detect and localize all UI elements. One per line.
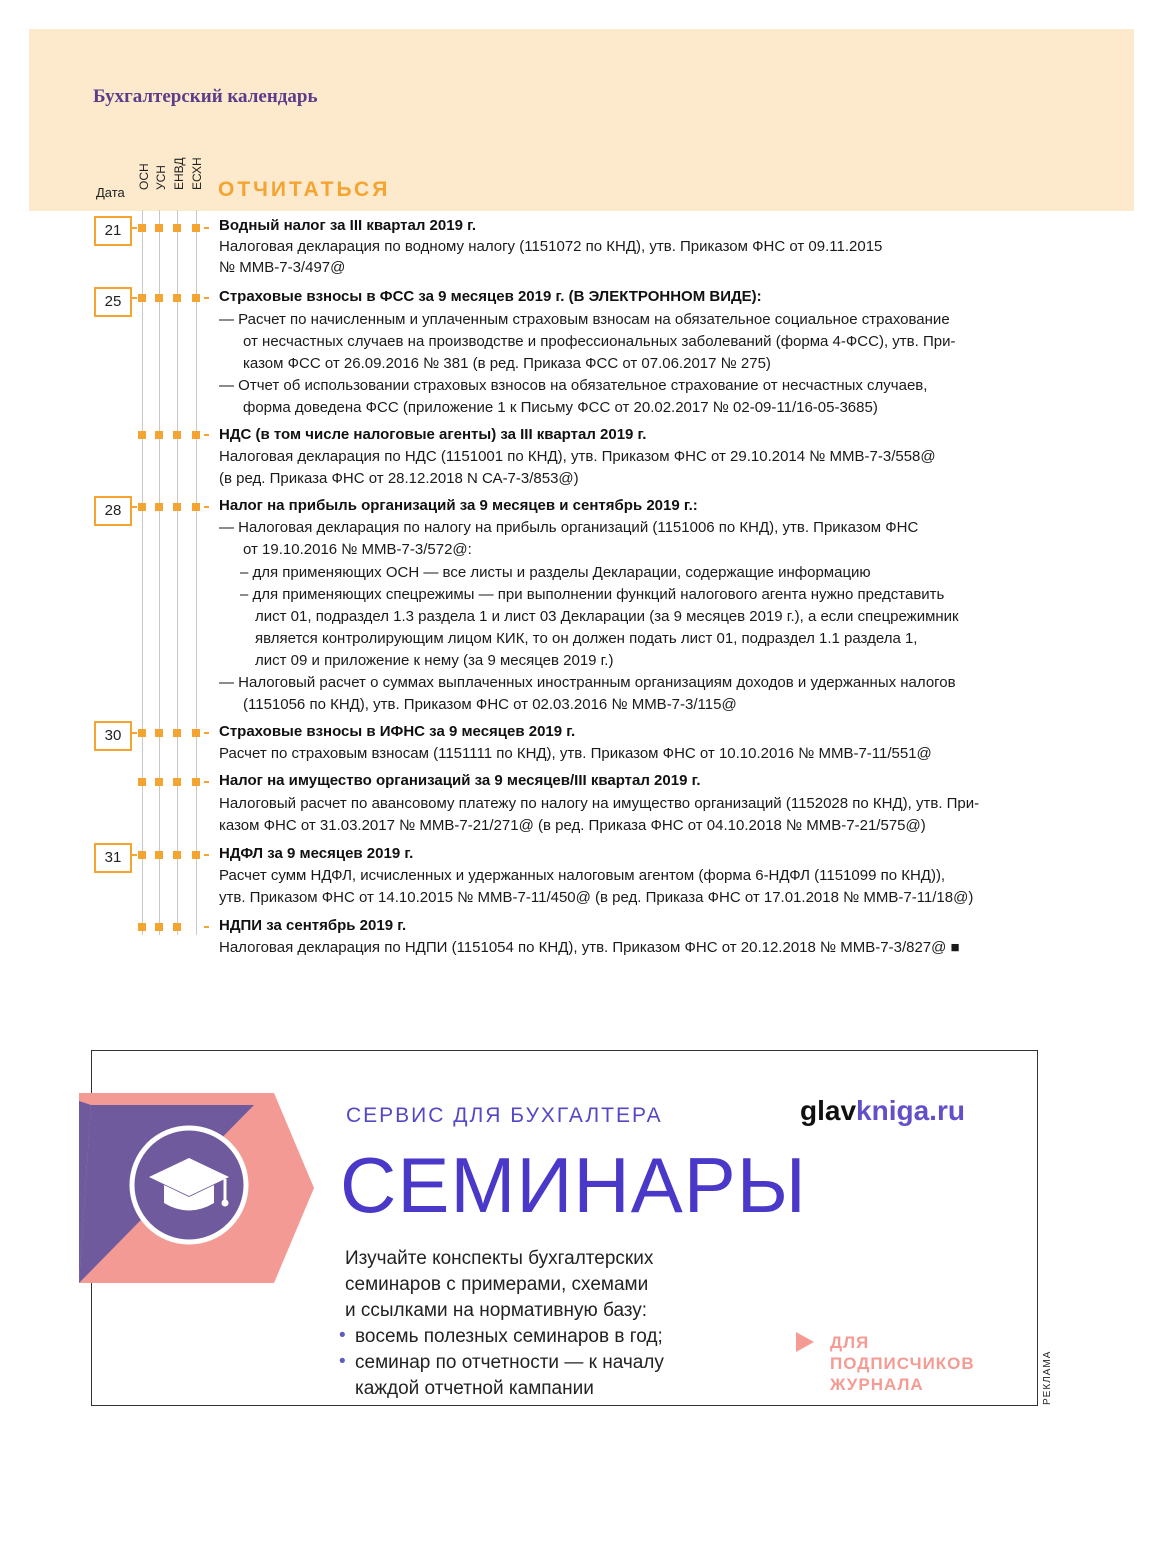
date-box: 25	[94, 287, 132, 317]
date-box: 31	[94, 843, 132, 873]
ad-site-link[interactable]	[800, 1095, 965, 1127]
entry-title: Налог на прибыль организаций за 9 месяцев и сентябрь 2019 г.:	[219, 497, 698, 514]
entry-line: форма доведена ФСС (приложение 1 к Письму ФСС от 20.02.2017 № 02-09-11/16-05-3685)	[243, 399, 878, 416]
ad-text-line: и ссылками на нормативную базу:	[345, 1300, 648, 1321]
entry-title: НДС (в том числе налоговые агенты) за III квартал 2019 г.	[219, 426, 647, 443]
entry-line: от несчастных случаев на производстве и профессиональных заболеваний (форма 4-ФСС), утв. При-	[243, 333, 956, 350]
entry-line: от 19.10.2016 № ММВ-7-3/572@:	[243, 541, 472, 558]
entry-line: – для применяющих спецрежимы — при выполнении функций налогового агента нужно представить	[240, 586, 945, 603]
entry-title: НДФЛ за 9 месяцев 2019 г.	[219, 845, 414, 862]
column-header-eshn: ЕСХН	[190, 157, 204, 190]
entry-line: — Налоговый расчет о суммах выплаченных иностранным организациям доходов и удержанных налогов	[219, 674, 956, 691]
ad-subscribers-line: ЖУРНАЛА	[830, 1375, 924, 1394]
entry-line: (1151056 по КНД), утв. Приказом ФНС от 02.03.2016 № ММВ-7-3/115@	[243, 696, 737, 713]
entry-line: Налоговый расчет по авансовому платежу по налогу на имущество организаций (1152028 по КНД), утв. При-	[219, 795, 980, 812]
entry-line: Расчет по страховым взносам (1151111 по КНД), утв. Приказом ФНС от 10.10.2016 № ММВ-7-11/551@	[219, 745, 932, 762]
entry-title: Водный налог за III квартал 2019 г.	[219, 217, 476, 234]
ad-site-prefix: glav	[800, 1095, 857, 1126]
ad-subscribers-line: ПОДПИСЧИКОВ	[830, 1354, 975, 1373]
entry-line: казом ФСС от 26.09.2016 № 381 (в ред. Приказа ФСС от 07.06.2017 № 275)	[243, 355, 771, 372]
entry-line: Налоговая декларация по НДС (1151001 по КНД), утв. Приказом ФНС от 29.10.2014 № ММВ-7-3/558@	[219, 448, 936, 465]
entry-line: является контролирующим лицом КИК, то он должен подать лист 01, подраздел 1.1 раздела 1,	[255, 630, 918, 647]
column-line-envd	[177, 210, 178, 935]
date-box: 30	[94, 721, 132, 751]
entry-line: Налоговая декларация по НДПИ (1151054 по КНД), утв. Приказом ФНС от 20.12.2018 № ММВ-7-3/827@ ■	[219, 939, 960, 956]
bullet-icon: •	[339, 1325, 346, 1346]
entry-line: – для применяющих ОСН — все листы и разделы Декларации, содержащие информацию	[240, 564, 871, 581]
column-line-eshn	[196, 210, 197, 935]
entry-line: — Отчет об использовании страховых взносов на обязательное страхование от несчастных случаев,	[219, 377, 928, 394]
column-header-envd: ЕНВД	[172, 157, 186, 190]
entry-line: казом ФНС от 31.03.2017 № ММВ-7-21/271@ (в ред. Приказа ФНС от 04.10.2018 № ММВ-7-21/575@)	[219, 817, 926, 834]
ad-text-line: Изучайте конспекты бухгалтерских	[345, 1248, 654, 1269]
entry-line: Расчет сумм НДФЛ, исчисленных и удержанных налоговым агентом (форма 6-НДФЛ (1151099 по КНД)),	[219, 867, 946, 884]
play-arrow-icon	[796, 1332, 814, 1352]
entry-line: лист 01, подраздел 1.3 раздела 1 и лист 03 Декларации (за 9 месяцев 2019 г.), а если спецрежимник	[255, 608, 959, 625]
ad-bullet-text: каждой отчетной кампании	[355, 1378, 594, 1399]
entry-line: лист 09 и приложение к нему (за 9 месяцев 2019 г.)	[255, 652, 614, 669]
entry-title: Налог на имущество организаций за 9 месяцев/III квартал 2019 г.	[219, 772, 701, 789]
ad-label: РЕКЛАМА	[1042, 1350, 1053, 1405]
ad-subscribers-line: ДЛЯ	[830, 1333, 870, 1352]
entry-title: НДПИ за сентябрь 2019 г.	[219, 917, 407, 934]
date-box: 21	[94, 216, 132, 246]
report-heading: ОТЧИТАТЬСЯ	[218, 178, 391, 201]
column-line-osn	[142, 210, 143, 935]
entry-title: Страховые взносы в ФСС за 9 месяцев 2019 г. (В ЭЛЕКТРОННОМ ВИДЕ):	[219, 288, 762, 305]
entry-line: (в ред. Приказа ФНС от 28.12.2018 N СА-7-3/853@)	[219, 470, 579, 487]
ad-site-accent: kniga.ru	[856, 1095, 965, 1126]
ad-bullet-text: семинар по отчетности — к началу	[355, 1352, 664, 1373]
entry-title: Страховые взносы в ИФНС за 9 месяцев 2019 г.	[219, 723, 576, 740]
date-box: 28	[94, 496, 132, 526]
column-header-osn: ОСН	[137, 163, 151, 190]
ad-main-title: СЕМИНАРЫ	[340, 1141, 807, 1229]
column-line-usn	[159, 210, 160, 935]
ad-service-label: СЕРВИС ДЛЯ БУХГАЛТЕРА	[346, 1104, 663, 1127]
ad-bullet-text: восемь полезных семинаров в год;	[355, 1326, 663, 1347]
column-header-usn: УСН	[154, 165, 168, 190]
column-header-date: Дата	[96, 185, 125, 200]
entry-line: Налоговая декларация по водному налогу (1151072 по КНД), утв. Приказом ФНС от 09.11.2015	[219, 238, 883, 255]
ad-text-line: семинаров с примерами, схемами	[345, 1274, 649, 1295]
seminar-emblem	[79, 1093, 319, 1293]
entry-line: — Налоговая декларация по налогу на прибыль организаций (1151006 по КНД), утв. Приказом ФНС	[219, 519, 919, 536]
entry-line: — Расчет по начисленным и уплаченным страховым взносам на обязательное социальное страхование	[219, 311, 950, 328]
entry-line: утв. Приказом ФНС от 14.10.2015 № ММВ-7-11/450@ (в ред. Приказа ФНС от 17.01.2018 № ММВ-7-11/18@)	[219, 889, 974, 906]
section-title: Бухгалтерский календарь	[93, 86, 318, 107]
bullet-icon: •	[339, 1351, 346, 1372]
entry-line: № ММВ-7-3/497@	[219, 259, 346, 276]
